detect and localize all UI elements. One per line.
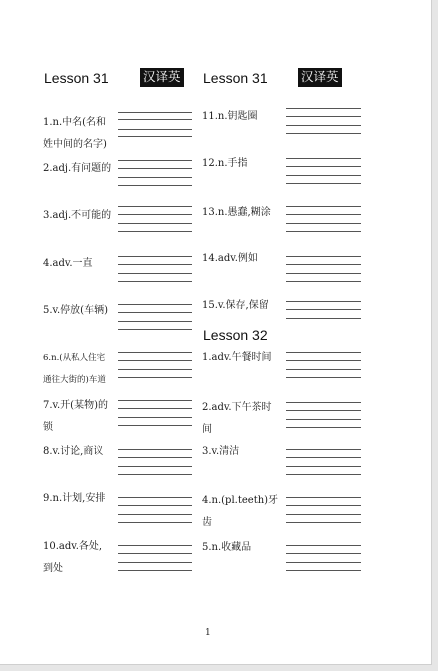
vocab-prompt-cont: 通往大街的)车道 — [43, 375, 106, 385]
vocab-prompt-cont: 齿 — [202, 517, 212, 528]
vocab-item — [43, 112, 107, 156]
page-number: 1 — [205, 628, 211, 638]
translation-badge-right: 汉译英 — [298, 68, 342, 87]
vocab-item — [43, 158, 111, 180]
vocab-item — [43, 253, 93, 275]
vocab-item — [202, 153, 248, 175]
vocab-prompt: 11.n.钥匙圈 — [202, 111, 258, 122]
vocab-prompt: 2.adj.有问题的 — [43, 163, 112, 174]
vocab-prompt: 4.adv.一直 — [43, 258, 93, 269]
lesson-heading-32: Lesson 32 — [203, 327, 268, 343]
vocab-item — [202, 248, 258, 270]
vocab-prompt: 3.v.清洁 — [202, 446, 240, 457]
vocab-item — [202, 106, 258, 128]
vocab-prompt: 10.adv.各处, — [43, 541, 103, 552]
vocab-prompt: 13.n.愚蠢,糊涂 — [202, 207, 271, 218]
vocab-prompt: 1.n.中名(名和 — [43, 117, 107, 128]
vocab-item — [202, 537, 251, 559]
vocab-prompt: 3.adj.不可能的 — [43, 210, 112, 221]
vocab-prompt-cont: 锁 — [43, 422, 53, 433]
vocab-prompt: 2.adv.下午茶时 — [202, 402, 272, 413]
vocab-item — [43, 536, 102, 580]
vocab-prompt: 5.v.停放(车辆) — [43, 305, 108, 316]
vocab-item — [202, 441, 239, 463]
vocab-prompt: 8.v.讨论,商议 — [43, 446, 104, 457]
vocab-prompt: 15.v.保存,保留 — [202, 300, 269, 311]
lesson-heading-right: Lesson 31 — [203, 70, 268, 86]
vocab-item — [202, 347, 272, 369]
vocab-item — [43, 205, 111, 227]
vocab-item — [43, 488, 105, 510]
vocab-prompt: 14.adv.例如 — [202, 253, 258, 264]
vocab-item — [202, 202, 271, 224]
vocab-item — [202, 490, 278, 534]
lesson-heading-left: Lesson 31 — [44, 70, 109, 86]
vocab-prompt-cont: 间 — [202, 424, 212, 435]
vocab-prompt: 4.n.(pl.teeth)牙 — [202, 495, 279, 506]
vocab-prompt: 7.v.开(某物)的 — [43, 400, 108, 411]
vocab-item — [202, 295, 269, 317]
vocab-item — [43, 347, 106, 391]
vocab-prompt: 1.adv.午餐时间 — [202, 352, 272, 363]
vocab-item — [202, 397, 272, 441]
vocab-prompt: 6.n.(从私人住宅 — [43, 353, 106, 363]
vocab-prompt: 5.n.收藏品 — [202, 542, 252, 553]
vocab-prompt: 12.n.手指 — [202, 158, 248, 169]
vocab-prompt-cont: 姓中间的名字) — [43, 139, 107, 150]
translation-badge-left: 汉译英 — [140, 68, 184, 87]
vocab-item — [43, 300, 108, 322]
vocab-prompt: 9.n.计划,安排 — [43, 493, 106, 504]
vocab-item — [43, 395, 108, 439]
vocab-prompt-cont: 到处 — [43, 563, 63, 574]
vocab-item — [43, 441, 103, 463]
